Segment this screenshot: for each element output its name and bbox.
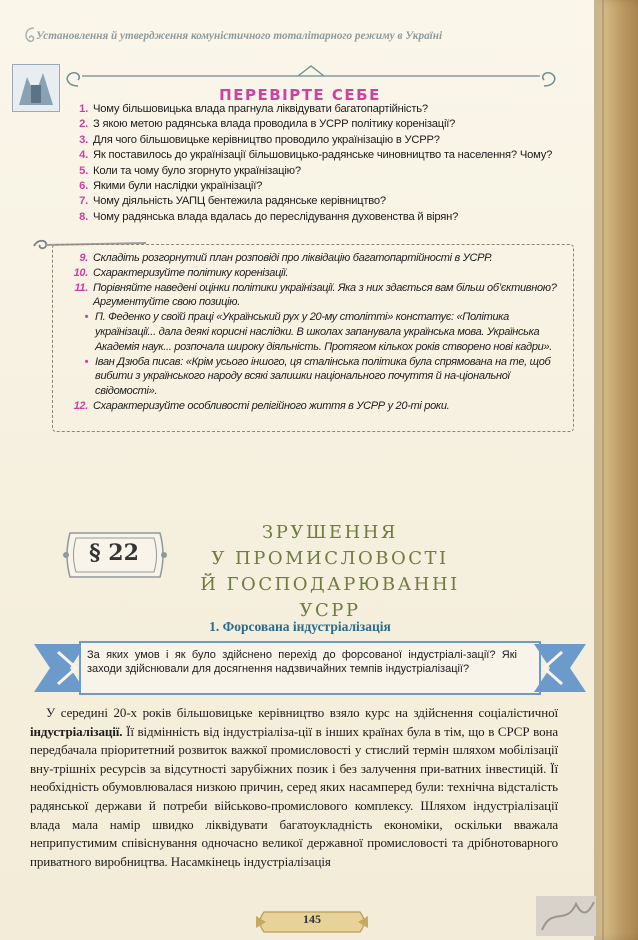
list-item: 3. Для чого більшовицьке керівництво проводило українізацію в УСРР?	[79, 133, 440, 146]
check-yourself-title: ПЕРЕВІРТЕ СЕБЕ	[219, 86, 381, 104]
question-list	[62, 102, 562, 225]
running-head: Установлення й утвердження комуністичного тоталітарного режиму в Україні	[36, 30, 443, 42]
page-number: 145	[303, 912, 321, 926]
body-paragraph: У середині 20-х років більшовицьке керівництво взяло курс на здійснення соціалістичної індустріалізації. Її відмінність від індустріаліза-ції в інших країнах була в тім, що в СРСР вона передбачала пріоритетний розвиток важкої промисловості у стислий термін шляхом мобілізації вну-трішніх ресурсів за відсутності зарубіжних позик і без залучення при-ватних інвестицій. Її необхідність обумовлювалася низкою причин, серед яких насамперед були: технічна відсталість радянської держави й потреби військово-промислового комплексу. Шляхом індустріалізації влада мала намір швидко ліквідувати багатоукладність економіки, оскільки вважала неприпустимим співіснування одночасно великої державної промисловості та дрібнотоварного приватного виробництва. Насамкінець індустріалізація	[30, 705, 558, 869]
list-item: 10. Схарактеризуйте політику коренізації.	[73, 266, 289, 279]
subsection-title: 1. Форсована індустріалізація	[209, 619, 391, 634]
wooden-edge	[594, 0, 638, 940]
list-item: 5. Коли та чому було згорнуто українізацію?	[79, 164, 301, 177]
section-number: § 22	[89, 540, 139, 566]
list-item: • П. Феденко у своїй праці «Український рух у 20-му столітті» констатує: «Політика українізації... дала деякі корисні наслідки. В школах запанувала українська мова. Українська Академія наук... розпочала широку діяльність. Протягом кількох років створено нові кадри».	[84, 311, 553, 353]
list-item: 8. Чому радянська влада вдалась до переслідування духовенства й вірян?	[79, 210, 459, 223]
corner-ornament-icon	[536, 896, 596, 936]
list-item: 4. Як поставилось до українізації більшовицько-радянське чиновництво та населення? Чому?	[79, 149, 553, 162]
list-item: 9. Складіть розгорнутий план розповіді про ліквідацію багатопартійності в УСРР.	[79, 252, 493, 264]
list-item: 12. Схарактеризуйте особливості релігійного життя в УСРР у 20-ті роки.	[73, 399, 450, 412]
illustration-thumbnail	[12, 64, 60, 112]
tasks-list	[62, 251, 562, 414]
list-item: 2. З якою метою радянська влада проводила в УСРР політику коренізації?	[79, 118, 456, 131]
list-item: 7. Чому діяльність УАПЦ бентежила радянське керівництво?	[79, 195, 386, 208]
list-item: 6. Якими були наслідки українізації?	[79, 180, 263, 193]
list-item: • Іван Дзюба писав: «Крім усього іншого, ця сталінська політика була спрямована на те, щоб вибити з українського народу всякі залишки національного почуття й на-ціональної свідомості».	[84, 355, 551, 398]
lead-question: За яких умов і як було здійснено перехід до форсованої індустріалі-зації? Які заходи здійснювали для досягнення надзвичайних темпів індустріалізації?	[87, 649, 517, 675]
list-item: 11. Порівняйте наведені оцінки політики українізації. Яка з них здається вам більш об’єктивною? Аргументуйте свою позицію.	[74, 281, 557, 309]
section-title: ЗРУШЕННЯ У ПРОМИСЛОВОСТІ Й ГОСПОДАРЮВАННІ УСРР	[200, 522, 460, 621]
list-item: 1. Чому більшовицька влада прагнула ліквідувати багатопартійність?	[79, 103, 428, 115]
